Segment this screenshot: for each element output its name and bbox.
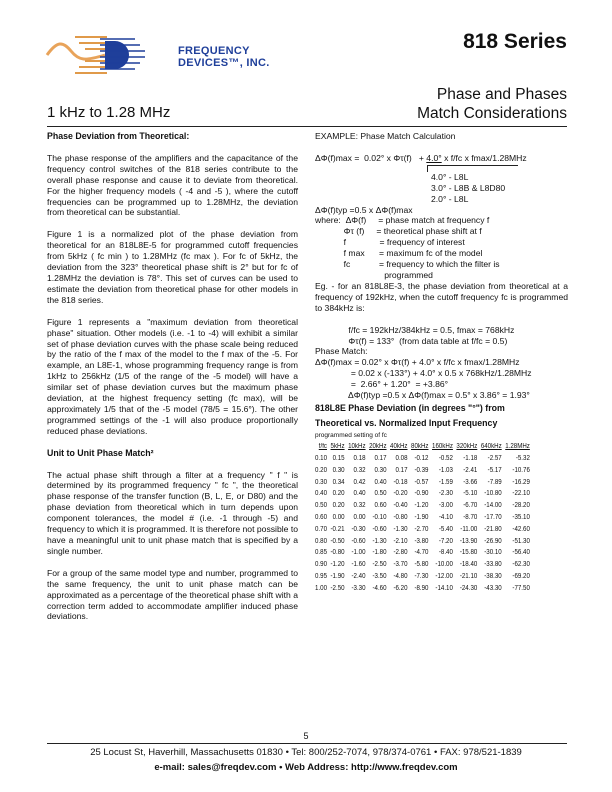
table-cell: -1.60 bbox=[351, 561, 366, 569]
eq-part: x f/fc x fmax/1.28MHz bbox=[441, 152, 527, 163]
table-cell: 0.20 bbox=[332, 490, 345, 498]
table-cell: 0.10 bbox=[315, 455, 327, 463]
table-cell: 0.15 bbox=[332, 455, 345, 463]
table-cell: -0.60 bbox=[372, 525, 387, 533]
table-cell: 0.40 bbox=[315, 490, 327, 498]
table-cell: -56.40 bbox=[512, 549, 530, 557]
table-cell: -42.60 bbox=[512, 525, 530, 533]
table-cell: 0.50 bbox=[374, 490, 387, 498]
table-row bbox=[315, 501, 533, 513]
table-cell: -21.10 bbox=[459, 573, 478, 581]
table-cell: -5.17 bbox=[487, 466, 502, 474]
table-cell: -11.00 bbox=[460, 525, 478, 533]
table-cell: -0.39 bbox=[414, 466, 429, 474]
table-cell: -3.80 bbox=[414, 537, 429, 545]
table-cell: -1.18 bbox=[463, 455, 478, 463]
table-cell: -0.20 bbox=[393, 490, 408, 498]
table-row bbox=[315, 489, 533, 501]
table-cell: 0.18 bbox=[353, 455, 366, 463]
table-cell: -3.30 bbox=[351, 584, 366, 592]
table-cell: -0.60 bbox=[351, 537, 366, 545]
section-title-line1: Phase and Phases bbox=[436, 86, 567, 103]
calc-values: f/fc = 192kHz/384kHz = 0.5, fmax = 768kHz Φτ(f) = 133° (from data table at f/fc = 0.5) bbox=[348, 324, 515, 346]
table-cell: -2.40 bbox=[351, 573, 366, 581]
heading-unit-phase-match: Unit to Unit Phase Match² bbox=[47, 447, 154, 458]
table-cell: -51.30 bbox=[512, 537, 530, 545]
table-cell: -0.80 bbox=[330, 549, 345, 557]
table-cell: -4.60 bbox=[372, 584, 387, 592]
table-cell: -3.66 bbox=[463, 478, 478, 486]
table-cell: -3.50 bbox=[372, 573, 387, 581]
table-cell: 0.32 bbox=[353, 502, 366, 510]
table-cell: -4.80 bbox=[393, 573, 408, 581]
table-cell: -2.57 bbox=[487, 455, 502, 463]
table-cell: -6.70 bbox=[463, 502, 478, 510]
table-row bbox=[315, 536, 533, 548]
table-cell: 0.50 bbox=[315, 502, 327, 510]
table-cell: -0.52 bbox=[438, 455, 453, 463]
column-header: 1.28MHz bbox=[505, 443, 530, 451]
table-cell: -8.90 bbox=[414, 584, 429, 592]
table-cell: 0.30 bbox=[332, 466, 345, 474]
table-cell: 0.70 bbox=[315, 525, 327, 533]
frequency-range: 1 kHz to 1.28 MHz bbox=[47, 104, 171, 121]
table-cell: -14.10 bbox=[435, 584, 453, 592]
phase-deviation-table bbox=[315, 442, 533, 595]
table-cell: -30.10 bbox=[484, 549, 502, 557]
table-title-line2: Theoretical vs. Normalized Input Frequency bbox=[315, 417, 498, 428]
table-cell: -5.80 bbox=[414, 561, 429, 569]
table-cell: -62.30 bbox=[512, 561, 530, 569]
table-cell: -1.90 bbox=[414, 514, 429, 522]
table-cell: -2.50 bbox=[372, 561, 387, 569]
table-cell: -10.00 bbox=[435, 561, 453, 569]
paragraph: Figure 1 is a normalized plot of the phase deviation from theoretical for an 818L8E-5 for programmed cutoff frequencies from 5kHz ( fc min ) to 1.28MHz (fc max ). For fc of 5kHz, the deviation from the 323° theoretical phase shift is 2° but for fc of 1.28MHz the deviation is 78°. This set of curves can be used to estimate the deviation from theoretical phase for other models in the 818 series. bbox=[47, 229, 298, 305]
table-cell: -15.80 bbox=[459, 549, 478, 557]
table-cell: -1.30 bbox=[372, 537, 387, 545]
table-cell: -13.90 bbox=[459, 537, 478, 545]
table-row bbox=[315, 513, 533, 525]
equation-typ: ΔΦ(f)typ =0.5 x ΔΦ(f)max bbox=[315, 204, 413, 215]
table-subtitle: programmed setting of fc bbox=[315, 431, 387, 439]
right-column bbox=[315, 131, 568, 595]
table-row bbox=[315, 454, 533, 466]
example-paragraph: Eg. - for an 818L8E-3, the phase deviation from theoretical at a frequency of 192kHz, when the cutoff frequency fc is programmed to 384kHz is: bbox=[315, 280, 568, 313]
definitions: where: ΔΦ(f) = phase match at frequency f Φτ (f) = theoretical phase shift at f f = frequency of interest f max = maximum fc of the model fc = frequency to which the filter is programmed bbox=[315, 215, 500, 280]
column-header: 40kHz bbox=[390, 443, 408, 451]
table-cell: -8.70 bbox=[463, 514, 478, 522]
table-row bbox=[315, 524, 533, 536]
table-cell: -21.80 bbox=[484, 525, 502, 533]
table-cell: -14.00 bbox=[484, 502, 502, 510]
table-row bbox=[315, 465, 533, 477]
paragraph: For a group of the same model type and number, programmed to the same frequency, the unit to unit phase match can be approximated as a percentage of the theoretical phase shift with a correction term added to accommodate amplifier induced phase deviations. bbox=[47, 567, 298, 622]
table-cell: -3.70 bbox=[393, 561, 408, 569]
table-row bbox=[315, 572, 533, 584]
table-cell: -4.70 bbox=[414, 549, 429, 557]
table-cell: -12.00 bbox=[435, 573, 453, 581]
table-cell: 0.40 bbox=[374, 478, 387, 486]
table-cell: 0.85 bbox=[315, 549, 327, 557]
table-cell: -1.90 bbox=[330, 573, 345, 581]
table-cell: -0.80 bbox=[393, 514, 408, 522]
company-logo-icon bbox=[45, 33, 150, 75]
table-title-line1: 818L8E Phase Deviation (in degrees "°") from bbox=[315, 402, 505, 413]
table-cell: -22.10 bbox=[512, 490, 530, 498]
bracket bbox=[427, 165, 518, 172]
eq-part: ΔΦ(f)max = 0.02° x Φτ(f) + bbox=[315, 152, 427, 163]
heading-phase-deviation: Phase Deviation from Theoretical: bbox=[47, 131, 190, 141]
table-cell: -5.10 bbox=[463, 490, 478, 498]
footer-divider bbox=[47, 743, 567, 744]
table-cell: -18.40 bbox=[459, 561, 478, 569]
table-cell: 0.60 bbox=[374, 502, 387, 510]
paragraph: Figure 1 represents a "maximum deviation from theoretical phase" situation. Other models (i.e. -1 to -4) will exhibit a similar set of phase deviation curves with the phase scale being reduced by the ratio of the f max of the model to the f max of the -5. For example, an L8E-1, whose programming frequency range is from 1kHz to 256kHz (1/5 of the range of the -5 model) will have a similar set of phase deviation curves but the maximum phase deviation, at the highest frequency setting (fc max), will be approximately 1/5 that of the -5 model (78/5 = 15.6°). The other programmed settings of the -1 will also produce proportionally reduced phase deviations. bbox=[47, 316, 298, 436]
table-cell: -0.90 bbox=[414, 490, 429, 498]
table-cell: -2.70 bbox=[414, 525, 429, 533]
table-cell: -6.20 bbox=[393, 584, 408, 592]
table-cell: -2.30 bbox=[438, 490, 453, 498]
table-cell: -16.29 bbox=[512, 478, 530, 486]
table-cell: -1.80 bbox=[372, 549, 387, 557]
table-cell: -3.00 bbox=[438, 502, 453, 510]
table-cell: -38.30 bbox=[484, 573, 502, 581]
phase-match-title: Phase Match: bbox=[315, 346, 368, 357]
table-cell: 0.30 bbox=[315, 478, 327, 486]
table-cell: -7.30 bbox=[414, 573, 429, 581]
table-cell: 1.00 bbox=[315, 584, 327, 592]
table-cell: 0.00 bbox=[353, 514, 366, 522]
column-header: 10kHz bbox=[348, 443, 366, 451]
footer-web: e-mail: sales@freqdev.com • Web Address: http://www.freqdev.com bbox=[154, 762, 458, 773]
equation-max bbox=[315, 153, 568, 164]
option: 3.0° - L8B & L8D80 bbox=[431, 182, 506, 193]
table-cell: -1.20 bbox=[414, 502, 429, 510]
column-header: 80kHz bbox=[411, 443, 429, 451]
example-title: EXAMPLE: Phase Match Calculation bbox=[315, 131, 456, 141]
table-cell: -4.10 bbox=[438, 514, 453, 522]
table-cell: -2.80 bbox=[393, 549, 408, 557]
table-cell: -1.30 bbox=[393, 525, 408, 533]
table-cell: -0.40 bbox=[393, 502, 408, 510]
table-cell: -1.00 bbox=[351, 549, 366, 557]
table-cell: 0.20 bbox=[315, 466, 327, 474]
table-cell: -5.32 bbox=[515, 455, 530, 463]
table-cell: -10.76 bbox=[512, 466, 530, 474]
header-divider bbox=[47, 126, 567, 127]
table-row bbox=[315, 560, 533, 572]
table-cell: -17.70 bbox=[484, 514, 502, 522]
company-name-line2: DEVICES™, INC. bbox=[178, 57, 270, 69]
column-header: 160kHz bbox=[432, 443, 453, 451]
table-cell: -8.40 bbox=[438, 549, 453, 557]
paragraph: The phase response of the amplifiers and the capacitance of the frequency control switches of the 818 series contribute to the overall phase response and cause it to deviate from theoretical. For the higher frequency models ( -4 and -5 ), where the cutoff frequencies can be programmed up to 1.28MHz, the deviation from theoretical can be substantial. bbox=[47, 152, 298, 218]
column-header: 20kHz bbox=[369, 443, 387, 451]
table-cell: 0.20 bbox=[332, 502, 345, 510]
column-header: 320kHz bbox=[456, 443, 478, 451]
coefficient-options bbox=[431, 172, 568, 205]
table-cell: -0.50 bbox=[330, 537, 345, 545]
table-cell: -1.20 bbox=[330, 561, 345, 569]
table-title bbox=[315, 401, 568, 431]
table-row bbox=[315, 477, 533, 489]
table-cell: -5.40 bbox=[438, 525, 453, 533]
table-cell: -0.30 bbox=[351, 525, 366, 533]
table-cell: -0.12 bbox=[414, 455, 429, 463]
calc-phase-match: ΔΦ(f)max = 0.02° x Φτ(f) + 4.0° x f/fc x fmax/1.28MHz = 0.02 x (-133°) + 4.0° x 0.5 x 768kHz/1.28MHz = 2.66° + 1.20° = +3.86° bbox=[315, 357, 532, 390]
table-cell: -77.50 bbox=[512, 584, 530, 592]
eq-coefficient: 4.0° bbox=[426, 152, 442, 163]
table-cell: -28.20 bbox=[512, 502, 530, 510]
paragraph: The actual phase shift through a filter at a frequency " f " is determined by its programmed frequency " fc ", the theoretical phase response of the transfer function (B, L, E, or D80) and the phase deviation from theoretical which in turn depends upon component tolerances, the model # (i.e. -1 through -5) and frequency to which it is programmed. It is therefore not possible to have a meaningful unit to unit phase match that is specified by a single number. bbox=[47, 469, 298, 556]
table-cell: -2.50 bbox=[330, 584, 345, 592]
table-cell: -33.80 bbox=[484, 561, 502, 569]
table-cell: -0.57 bbox=[414, 478, 429, 486]
table-row bbox=[315, 548, 533, 560]
table-cell: 0.08 bbox=[395, 455, 408, 463]
table-cell: -69.20 bbox=[512, 573, 530, 581]
left-column bbox=[47, 131, 298, 633]
table-cell: -1.59 bbox=[438, 478, 453, 486]
page-number: 5 bbox=[303, 731, 309, 741]
table-cell: -35.10 bbox=[512, 514, 530, 522]
table-cell: 0.95 bbox=[315, 573, 327, 581]
table-cell: -0.21 bbox=[330, 525, 345, 533]
table-cell: -0.10 bbox=[372, 514, 387, 522]
footer-address: 25 Locust St, Haverhill, Massachusetts 01830 • Tel: 800/252-7074, 978/374-0761 • FAX: 978/521-1839 bbox=[90, 747, 522, 758]
column-header: f/fc bbox=[318, 443, 327, 451]
table-cell: -2.10 bbox=[393, 537, 408, 545]
table-cell: -7.20 bbox=[438, 537, 453, 545]
option: 2.0° - L8L bbox=[431, 193, 469, 204]
section-title bbox=[417, 85, 567, 123]
table-cell: -26.90 bbox=[484, 537, 502, 545]
table-cell: 0.17 bbox=[395, 466, 408, 474]
table-cell: 0.32 bbox=[353, 466, 366, 474]
section-title-line2: Match Considerations bbox=[417, 105, 567, 122]
table-cell: 0.80 bbox=[315, 537, 327, 545]
table-cell: 0.17 bbox=[374, 455, 387, 463]
table-cell: -43.30 bbox=[484, 584, 502, 592]
table-cell: -0.18 bbox=[393, 478, 408, 486]
company-name-line1: FREQUENCY bbox=[178, 45, 250, 57]
table-cell: 0.90 bbox=[315, 561, 327, 569]
table-cell: 0.34 bbox=[332, 478, 345, 486]
column-header: 5kHz bbox=[330, 443, 345, 451]
table-cell: -10.80 bbox=[484, 490, 502, 498]
table-cell: -1.03 bbox=[438, 466, 453, 474]
table-cell: 0.42 bbox=[353, 478, 366, 486]
table-cell: -2.41 bbox=[463, 466, 478, 474]
table-cell: -24.30 bbox=[459, 584, 478, 592]
table-cell: -7.89 bbox=[487, 478, 502, 486]
table-cell: 0.30 bbox=[374, 466, 387, 474]
table-row bbox=[315, 583, 533, 595]
table-cell: 0.00 bbox=[332, 514, 345, 522]
table-cell: 0.40 bbox=[353, 490, 366, 498]
series-title: 818 Series bbox=[463, 30, 567, 53]
column-header: 640kHz bbox=[480, 443, 502, 451]
company-name bbox=[178, 45, 270, 69]
calc-typ: ΔΦ(f)typ =0.5 x ΔΦ(f)max = 0.5° x 3.86° = 1.93° bbox=[315, 390, 530, 401]
option: 4.0° - L8L bbox=[431, 171, 469, 182]
table-cell: 0.60 bbox=[315, 514, 327, 522]
